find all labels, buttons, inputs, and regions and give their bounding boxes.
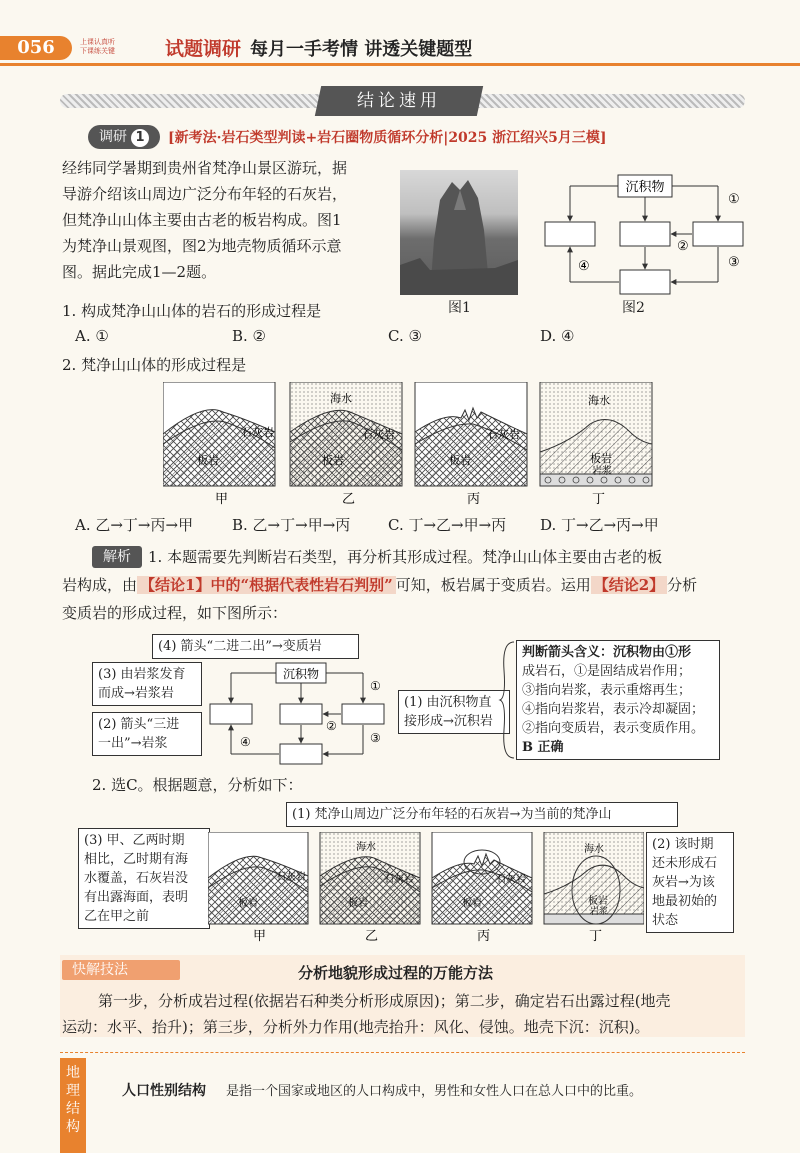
q2-option-c[interactable]: C. 丁→乙→甲→丙 bbox=[388, 516, 507, 534]
d2-right-line: 灰岩→为该 bbox=[652, 875, 715, 890]
intro-line: 为梵净山景观图，图2为地壳物质循环示意 bbox=[62, 237, 342, 255]
d2-bing-caption: 丙 bbox=[477, 929, 491, 944]
footer-divider bbox=[60, 1052, 745, 1053]
d2-left-line: 乙在甲之前 bbox=[84, 909, 150, 924]
panel-ding-label-slate: 板岩 bbox=[590, 452, 612, 465]
d2-right-line: (2) 该时期 bbox=[652, 837, 714, 852]
d2-left-line: 水覆盖，石灰岩没 bbox=[84, 871, 189, 886]
d1-judgement-box bbox=[516, 640, 720, 760]
d2-right-line: 还未形成石 bbox=[652, 856, 718, 871]
d1-box-text: (1) 由沉积物直 bbox=[404, 695, 492, 710]
q1-option-b[interactable]: B. ② bbox=[232, 327, 267, 345]
judge-line: B 正确 bbox=[522, 740, 564, 755]
d2-left-line: 有出露海面，表明 bbox=[84, 890, 189, 905]
reference-conclusion1: 【结论1】中的“根据代表性岩石判别” bbox=[137, 576, 396, 594]
d2-ding-caption: 丁 bbox=[589, 929, 603, 944]
header-logo bbox=[80, 38, 160, 60]
header-subtitle: 每月一手考情 讲透关键题型 bbox=[250, 39, 473, 60]
section-banner: 结论速用 bbox=[315, 86, 483, 116]
fig2-sediment-label: 沉积物 bbox=[625, 180, 665, 195]
d1-box-sedimentary bbox=[398, 690, 510, 734]
panel-jia-label-limestone: 石灰岩 bbox=[241, 426, 274, 439]
intro-line: 但梵净山山体主要由古老的板岩构成。图1 bbox=[62, 211, 342, 229]
fig2-num-3: ③ bbox=[728, 255, 740, 270]
d2-bing-label-limestone: 石灰岩 bbox=[496, 874, 526, 885]
d1-box-text: 而成→岩浆岩 bbox=[98, 686, 174, 701]
header-title: 试题调研 bbox=[165, 38, 242, 60]
tips-tag: 快解技法 bbox=[62, 960, 180, 980]
d1-box-igneous bbox=[92, 662, 202, 706]
page-number: 056 bbox=[0, 36, 72, 60]
panel-bing-label-limestone: 石灰岩 bbox=[487, 428, 520, 441]
rock-pillar-illustration bbox=[400, 170, 518, 295]
fig2-box-bottom bbox=[620, 270, 670, 294]
logo-line1: 上课认真听 bbox=[80, 38, 115, 46]
d1-num-3: ③ bbox=[370, 731, 381, 745]
d2-yi-label-slate: 板岩 bbox=[348, 898, 368, 909]
judge-line: ④指向岩浆岩，表示冷却凝固； bbox=[522, 702, 705, 717]
analysis-p1-line3: 变质岩的形成过程，如下图所示： bbox=[62, 604, 288, 622]
analysis-text: 可知，板岩属于变质岩。运用 bbox=[395, 576, 591, 594]
judge-line: ②指向变质岩，表示变质作用。 bbox=[522, 721, 705, 736]
footer-definition: 是指一个国家或地区的人口构成中，男性和女性人口在总人口中的比重。 bbox=[226, 1084, 643, 1099]
panel-jia-caption: 甲 bbox=[215, 492, 229, 507]
tips-title: 分析地貌形成过程的万能方法 bbox=[298, 964, 494, 982]
panel-ding-label-magma: 岩浆 bbox=[592, 466, 612, 477]
d2-panels bbox=[208, 832, 644, 944]
logo-line2: 下课练关键 bbox=[80, 47, 115, 55]
intro-line: 图。据此完成1—2题。 bbox=[62, 263, 217, 281]
d2-yi-caption: 乙 bbox=[365, 929, 379, 944]
fig2-num-2: ② bbox=[677, 239, 689, 254]
panel-ding bbox=[540, 382, 652, 507]
d1-box-metamorphic: (4) 箭头“二进二出”→变质岩 bbox=[152, 634, 359, 659]
judge-line: 成岩石，①是固结成岩作用； bbox=[522, 664, 692, 679]
d2-left-line: (3) 甲、乙两时期 bbox=[84, 833, 185, 848]
analysis-p1-line2 bbox=[62, 572, 697, 598]
judge-line: ③指向岩浆，表示重熔再生； bbox=[522, 683, 692, 698]
analysis-p2: 2. 选C。根据题意，分析如下： bbox=[92, 776, 303, 794]
d2-panel-ding bbox=[544, 832, 644, 944]
d2-box-top: (1) 梵净山周边广泛分布年轻的石灰岩→为当前的梵净山 bbox=[286, 802, 678, 827]
question-source: [新考法·岩石类型判读+岩石圈物质循环分析|2025 浙江绍兴5月三模] bbox=[168, 130, 607, 146]
d2-jia-label-slate: 板岩 bbox=[238, 898, 258, 909]
d1-box-text: 一出”→岩浆 bbox=[98, 736, 168, 751]
fig2-box-right bbox=[693, 222, 743, 246]
judge-line: 判断箭头含义：沉积物由①形 bbox=[522, 645, 692, 660]
d2-box-right bbox=[646, 832, 734, 933]
d2-left-line: 相比，乙时期有海 bbox=[84, 852, 189, 867]
side-tab: 地理结构 bbox=[60, 1058, 86, 1153]
d2-panel-yi bbox=[320, 832, 420, 944]
header-divider bbox=[0, 63, 800, 66]
panel-yi-label-sea: 海水 bbox=[330, 392, 352, 405]
d1-box-magma bbox=[92, 712, 202, 756]
fig2-num-1: ① bbox=[728, 192, 740, 207]
analysis-text: 岩构成，由 bbox=[62, 576, 138, 594]
q2-option-b[interactable]: B. 乙→丁→甲→丙 bbox=[232, 516, 351, 534]
fig2-box-center bbox=[620, 222, 670, 246]
q2-option-d[interactable]: D. 丁→乙→丙→甲 bbox=[540, 516, 659, 534]
d1-num-4: ④ bbox=[240, 735, 251, 749]
d1-box-text: (3) 由岩浆发育 bbox=[98, 667, 186, 682]
d2-box-left bbox=[78, 828, 210, 929]
question-intro bbox=[62, 155, 392, 285]
d1-box-text: 接形成→沉积岩 bbox=[404, 714, 493, 729]
d2-ding-label-sea: 海水 bbox=[584, 844, 604, 855]
q2-option-a[interactable]: A. 乙→丁→丙→甲 bbox=[75, 516, 194, 534]
panel-jia-label-slate: 板岩 bbox=[197, 454, 219, 467]
q1-option-d[interactable]: D. ④ bbox=[540, 327, 575, 345]
question-tag-number: 1 bbox=[131, 129, 149, 147]
question2: 2. 梵净山山体的形成过程是 bbox=[62, 356, 247, 374]
panel-ding-label-sea: 海水 bbox=[588, 394, 610, 407]
figure1-caption: 图1 bbox=[448, 300, 471, 316]
d1-rock-cycle bbox=[200, 660, 396, 770]
d2-jia-label-limestone: 石灰岩 bbox=[276, 872, 306, 883]
panel-yi-label-limestone: 石灰岩 bbox=[362, 428, 395, 441]
figure2-caption: 图2 bbox=[622, 300, 645, 316]
d2-jia-caption: 甲 bbox=[253, 929, 267, 944]
analysis-p1-line1: 1. 本题需要先判断岩石类型，再分析其形成过程。梵净山山体主要由古老的板 bbox=[148, 548, 663, 566]
intro-line: 经纬同学暑期到贵州省梵净山景区游玩，据 bbox=[62, 159, 348, 177]
d1-box-text: (2) 箭头“三进 bbox=[98, 717, 180, 732]
figure1-landscape-photo bbox=[400, 170, 518, 295]
intro-line: 导游介绍该山周边广泛分布年轻的石灰岩， bbox=[62, 185, 348, 203]
fig2-num-4: ④ bbox=[578, 259, 590, 274]
d2-panel-jia bbox=[208, 832, 308, 944]
d2-right-line: 地最初始的 bbox=[652, 894, 718, 909]
analysis-text: 分析 bbox=[667, 576, 698, 594]
panel-bing bbox=[415, 382, 527, 507]
d2-panel-bing bbox=[432, 832, 532, 944]
d1-sediment-label: 沉积物 bbox=[282, 667, 320, 681]
d1-num-1: ① bbox=[370, 679, 381, 693]
q1-option-a[interactable]: A. ① bbox=[75, 327, 109, 345]
d2-bing-label-slate: 板岩 bbox=[462, 898, 482, 909]
reference-conclusion2: 【结论2】 bbox=[591, 576, 667, 594]
panel-bing-caption: 丙 bbox=[467, 492, 481, 507]
d1-num-2: ② bbox=[326, 719, 337, 733]
panel-ding-caption: 丁 bbox=[592, 492, 606, 507]
question-tag: 调研 1 bbox=[88, 125, 160, 149]
d2-yi-label-sea: 海水 bbox=[356, 842, 376, 853]
d2-yi-label-limestone: 石灰岩 bbox=[384, 874, 414, 885]
figure2-rock-cycle-diagram bbox=[540, 170, 760, 300]
tips-line1: 第一步，分析成岩过程(依据岩石种类分析形成原因)；第二步，确定岩石出露过程(地壳 bbox=[98, 992, 671, 1010]
q2-panels bbox=[163, 382, 658, 508]
d2-ding-label-slate: 板岩 bbox=[588, 896, 608, 907]
question1: 1. 构成梵净山山体的岩石的形成过程是 bbox=[62, 302, 322, 320]
tips-line2: 运动：水平、抬升)；第三步，分析外力作用(地壳抬升：风化、侵蚀。地壳下沉：沉积)。 bbox=[62, 1018, 650, 1036]
panel-yi-label-slate: 板岩 bbox=[322, 454, 344, 467]
panel-jia bbox=[163, 382, 275, 507]
footer-term: 人口性别结构 bbox=[122, 1083, 206, 1099]
d2-ding-label-magma: 岩浆 bbox=[590, 907, 609, 917]
d1-brace bbox=[498, 640, 516, 760]
d2-right-line: 状态 bbox=[652, 913, 679, 928]
analysis-tag: 解析 bbox=[92, 546, 142, 568]
q1-option-c[interactable]: C. ③ bbox=[388, 327, 422, 345]
panel-yi-caption: 乙 bbox=[342, 492, 356, 507]
fig2-box-left bbox=[545, 222, 595, 246]
panel-bing-label-slate: 板岩 bbox=[449, 454, 471, 467]
panel-yi bbox=[290, 382, 402, 507]
